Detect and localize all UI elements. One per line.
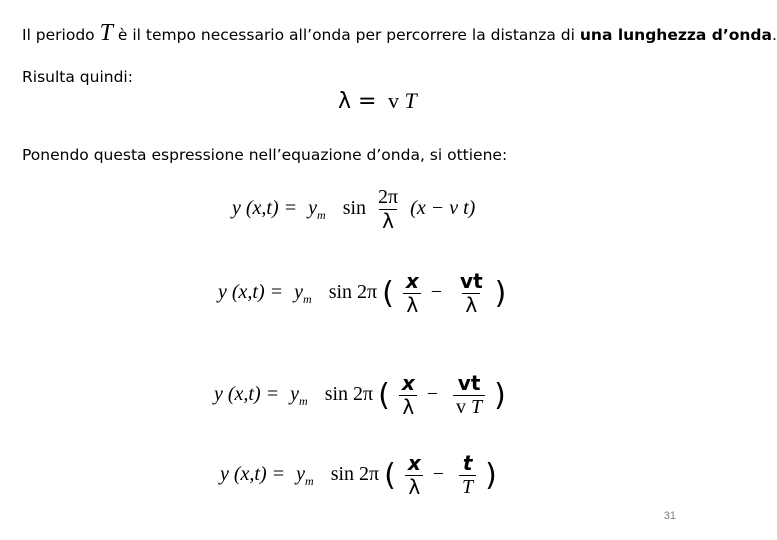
eq3-fraction-1	[399, 372, 418, 419]
intro-text	[22, 20, 777, 47]
eq3-minus: −	[426, 383, 439, 406]
equation-2	[218, 270, 506, 317]
eq2-f2-num: vt	[460, 269, 483, 293]
equation-4	[220, 452, 497, 499]
eq2-minus: −	[430, 281, 443, 304]
eq1-m: m	[317, 208, 326, 223]
period-symbol: T	[99, 20, 113, 46]
eq3-lhs: y (x,t) =	[214, 383, 280, 406]
eq3-f2-den-v: v	[456, 396, 467, 418]
eq4-y: y	[296, 463, 306, 486]
eq4-close-paren: )	[485, 458, 497, 493]
eq3-fraction-2	[453, 372, 485, 419]
eq3-sin: sin 2π	[324, 383, 374, 406]
eq1-sin: sin	[342, 197, 367, 220]
intro-part1: Il periodo	[22, 26, 95, 44]
eq1-den: λ	[379, 209, 397, 233]
substitution-text: Ponendo questa espressione nell’equazione d’onda, si ottiene:	[22, 146, 508, 164]
eq1-num: 2π	[378, 186, 399, 208]
equation-1	[232, 186, 475, 233]
eq1-fraction	[375, 186, 401, 233]
eq2-fraction-1	[403, 270, 422, 317]
intro-end: .	[771, 26, 777, 44]
eq3-f2-den	[453, 395, 485, 419]
eq2-close-paren: )	[494, 276, 507, 311]
eq4-f2-num: t	[462, 451, 473, 475]
eq2-f1-den: λ	[403, 293, 421, 317]
result-label: Risulta quindi:	[22, 68, 133, 86]
eq4-fraction-2	[459, 452, 476, 499]
eq3-open-paren: (	[378, 378, 390, 413]
eq3-y: y	[290, 383, 300, 406]
eq3-f2-num: vt	[457, 371, 481, 395]
eq3-f1-den: λ	[399, 395, 417, 419]
eq4-lhs: y (x,t) =	[220, 463, 286, 486]
eq3-f2-den-T: T	[471, 396, 483, 418]
eq1-rhs: (x − v t)	[410, 197, 476, 220]
page-number: 31	[663, 510, 676, 522]
eq4-open-paren: (	[384, 458, 396, 493]
intro-part2: è il tempo necessario all’onda per percorrere la distanza di	[117, 26, 575, 44]
eq4-f2-den: T	[459, 475, 476, 499]
eq2-open-paren: (	[382, 276, 394, 311]
eq3-f1-num: x	[401, 371, 415, 395]
eq3-close-paren: )	[494, 378, 506, 413]
eq2-y: y	[294, 281, 304, 304]
eq4-fraction-1	[405, 452, 424, 499]
eq2-lhs: y (x,t) =	[218, 281, 284, 304]
eq2-fraction-2	[457, 270, 486, 317]
eq2-f2-den: λ	[462, 293, 480, 317]
eq1-y: y	[308, 197, 318, 220]
lambda-equation	[338, 88, 417, 114]
eq1-lhs: y (x,t) =	[232, 197, 298, 220]
eq4-minus: −	[432, 463, 445, 486]
eq4-m: m	[305, 474, 314, 489]
equation-3	[214, 372, 506, 419]
eq2-f1-num: x	[405, 269, 419, 293]
eq4-sin: sin 2π	[330, 463, 380, 486]
lambda-lhs: λ =	[338, 89, 377, 114]
eq4-f1-num: x	[407, 451, 421, 475]
eq4-f1-den: λ	[405, 475, 423, 499]
eq2-sin: sin 2π	[328, 281, 378, 304]
eq2-m: m	[303, 292, 312, 307]
lambda-T: T	[404, 88, 417, 113]
eq3-m: m	[299, 394, 308, 409]
intro-bold: una lunghezza d’onda	[579, 26, 772, 44]
lambda-v: v	[387, 88, 399, 113]
